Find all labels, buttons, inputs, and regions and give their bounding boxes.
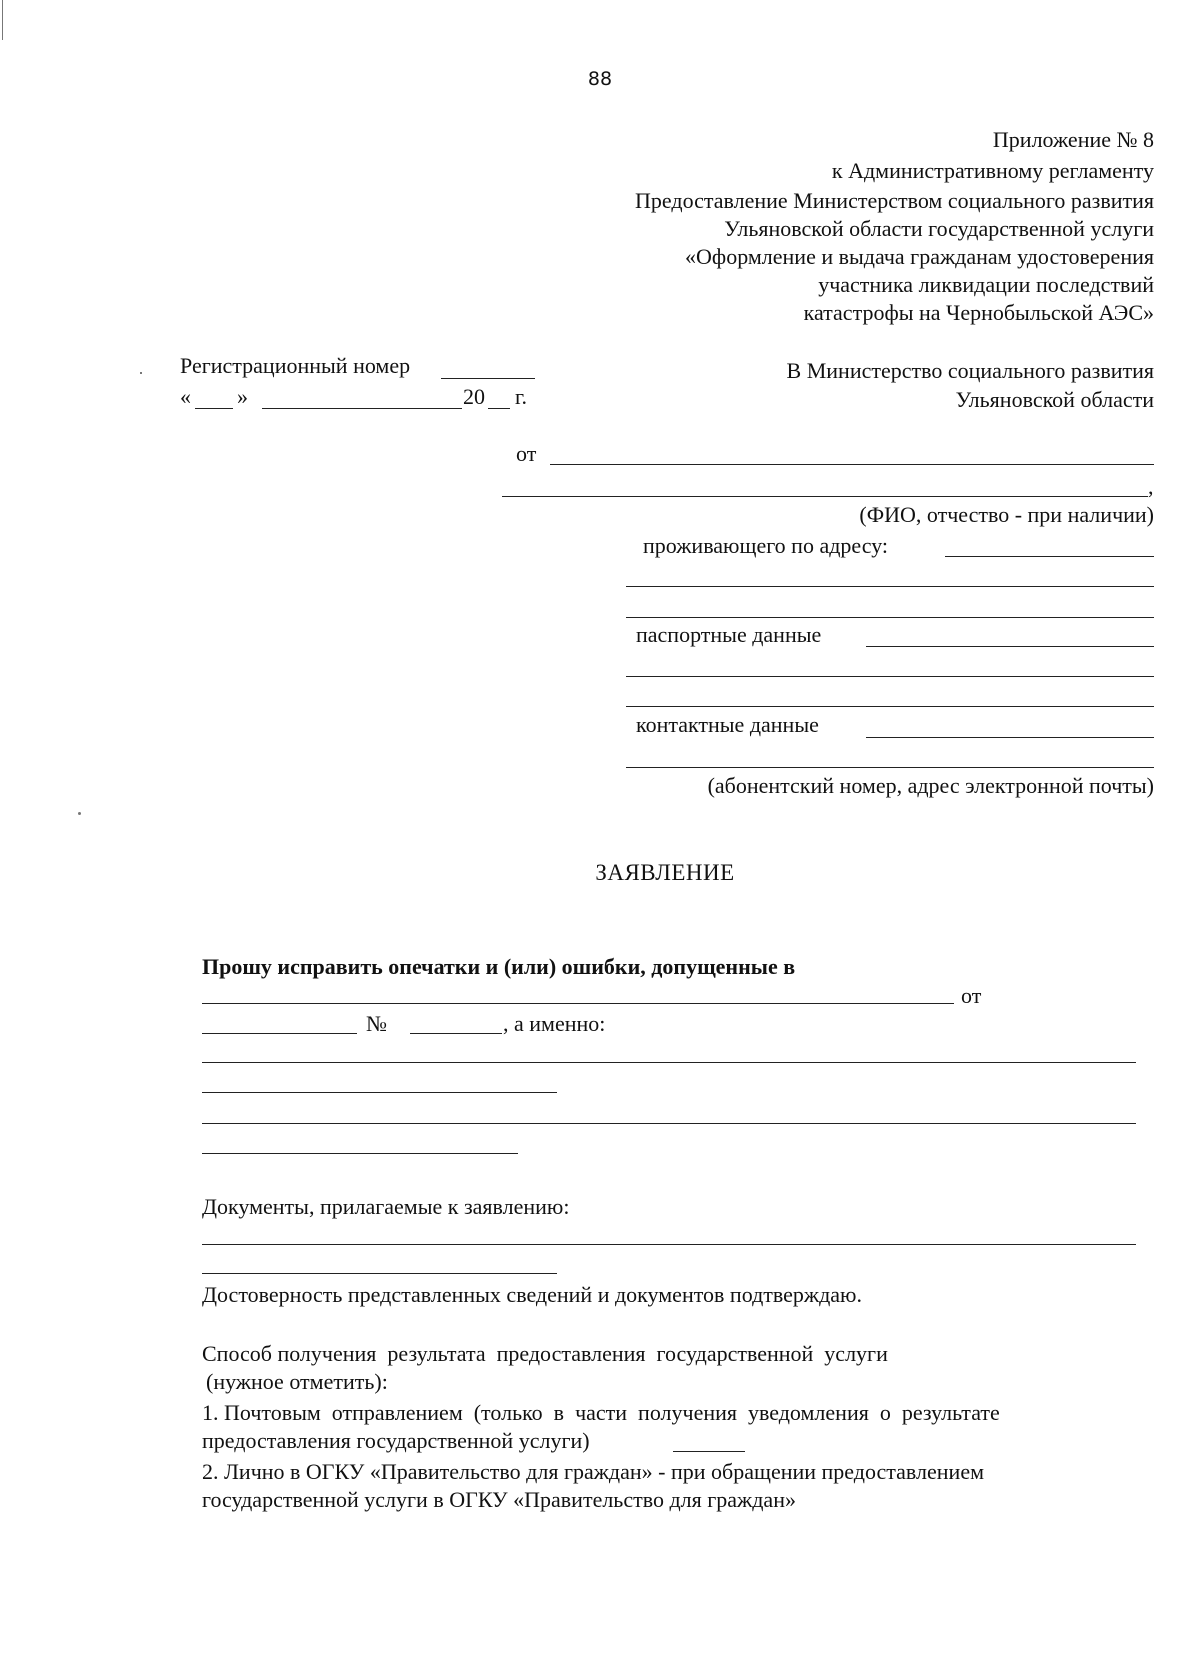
date-year-field[interactable] xyxy=(488,408,510,409)
registration-number-field[interactable] xyxy=(441,378,535,379)
appendix-line-5: «Оформление и выдача гражданам удостоверения xyxy=(685,244,1154,269)
passport-field-2[interactable] xyxy=(626,676,1154,677)
contacts-field-1[interactable] xyxy=(866,737,1154,738)
method-line-1: Способ получения результата предоставления государственной услуги xyxy=(202,1341,888,1366)
appendix-line-3: Предоставление Министерством социального развития xyxy=(635,188,1154,213)
date-day-field[interactable] xyxy=(195,408,233,409)
date-open-quote: « xyxy=(180,384,191,409)
option-2-line-2: государственной услуги в ОГКУ «Правительство для граждан» xyxy=(202,1487,796,1512)
passport-field-1[interactable] xyxy=(866,646,1154,647)
appendix-number: Приложение № 8 xyxy=(992,127,1154,152)
addressee-line-1: В Министерство социального развития xyxy=(786,358,1154,383)
scan-mark xyxy=(2,0,3,40)
applicant-from-label: от xyxy=(516,441,537,466)
contacts-field-2[interactable] xyxy=(626,767,1154,768)
error-description-field-1[interactable] xyxy=(202,1062,1136,1063)
option-1-mark-field[interactable] xyxy=(673,1451,745,1452)
scan-dot xyxy=(78,812,81,815)
request-number-field[interactable] xyxy=(410,1033,502,1034)
option-1-line-2: предоставления государственной услуги) xyxy=(202,1428,590,1453)
scan-dot xyxy=(140,372,142,374)
date-year-prefix: 20 xyxy=(463,384,485,409)
address-field-3[interactable] xyxy=(626,617,1154,618)
documents-field-2[interactable] xyxy=(202,1273,557,1274)
appendix-line-7: катастрофы на Чернобыльской АЭС» xyxy=(803,300,1154,325)
error-description-field-2[interactable] xyxy=(202,1092,557,1093)
option-2-line-1: 2. Лично в ОГКУ «Правительство для граждан» - при обращении предоставлением xyxy=(202,1459,984,1484)
method-line-2: (нужное отметить): xyxy=(206,1369,388,1394)
request-from-label: от xyxy=(961,983,982,1008)
passport-label: паспортные данные xyxy=(636,622,822,647)
date-year-suffix: г. xyxy=(515,384,528,409)
error-description-field-3[interactable] xyxy=(202,1123,1136,1124)
applicant-name-comma: , xyxy=(1148,474,1154,499)
appendix-line-4: Ульяновской области государственной услуги xyxy=(724,216,1154,241)
request-document-field[interactable] xyxy=(202,1003,954,1004)
request-number-label: № xyxy=(366,1011,387,1036)
contacts-hint: (абонентский номер, адрес электронной почты) xyxy=(707,773,1154,798)
applicant-name-field-2[interactable] xyxy=(502,496,1148,497)
request-namely-label: , а именно: xyxy=(503,1011,606,1036)
address-label: проживающего по адресу: xyxy=(643,533,889,558)
passport-field-3[interactable] xyxy=(626,706,1154,707)
fio-hint: (ФИО, отчество - при наличии) xyxy=(859,502,1154,527)
appendix-line-6: участника ликвидации последствий xyxy=(818,272,1154,297)
registration-label: Регистрационный номер xyxy=(180,353,411,378)
document-title: ЗАЯВЛЕНИЕ xyxy=(595,860,735,885)
date-month-field[interactable] xyxy=(262,408,462,409)
addressee-line-2: Ульяновской области xyxy=(955,387,1154,412)
request-text: Прошу исправить опечатки и (или) ошибки, допущенные в xyxy=(202,954,796,979)
page-number: 88 xyxy=(587,68,613,90)
contacts-label: контактные данные xyxy=(636,712,819,737)
error-description-field-4[interactable] xyxy=(202,1153,518,1154)
documents-label: Документы, прилагаемые к заявлению: xyxy=(202,1194,570,1219)
appendix-line-2: к Административному регламенту xyxy=(831,158,1154,183)
confirmation-text: Достоверность представленных сведений и документов подтверждаю. xyxy=(202,1282,862,1307)
applicant-name-field-1[interactable] xyxy=(550,464,1154,465)
documents-field-1[interactable] xyxy=(202,1244,1136,1245)
date-close-quote: » xyxy=(237,384,248,409)
address-field-1[interactable] xyxy=(945,556,1154,557)
option-1-line-1: 1. Почтовым отправлением (только в части получения уведомления о результате xyxy=(202,1400,1000,1425)
address-field-2[interactable] xyxy=(626,586,1154,587)
request-date-field[interactable] xyxy=(202,1033,357,1034)
